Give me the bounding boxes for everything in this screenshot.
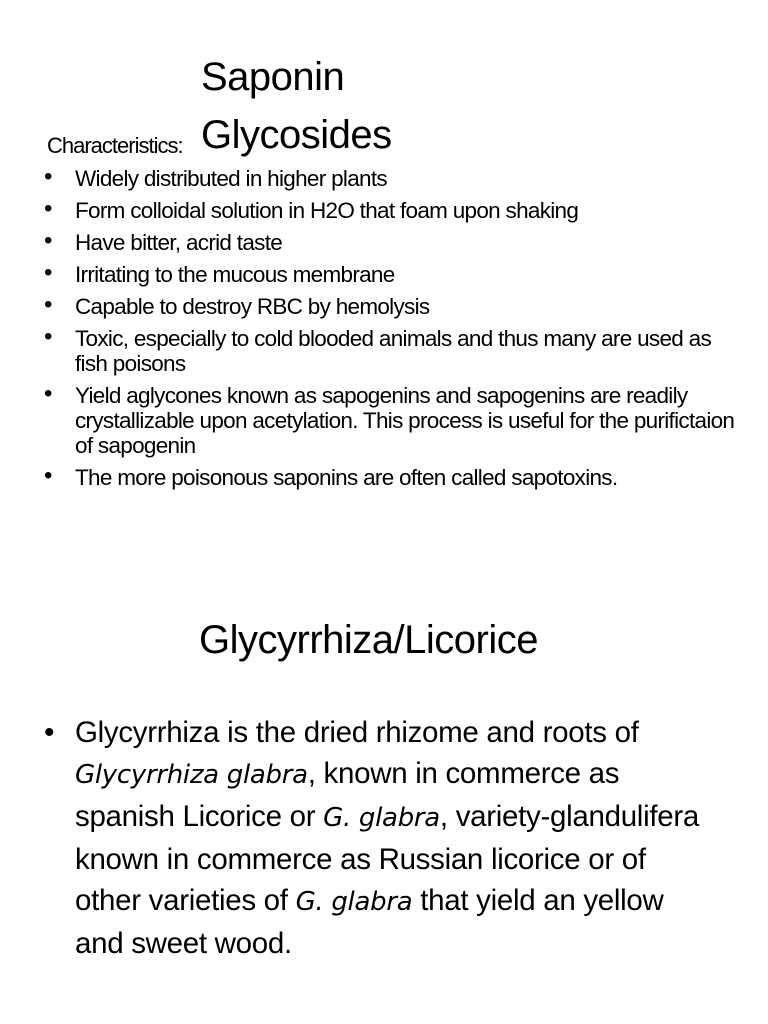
list-item: • Yield aglycones known as sapogenins and sapogenins are readily crystallizable upon acetylation. This process is useful for the purifictaion of sapogenin: [44, 383, 744, 458]
characteristics-list: [44, 166, 744, 497]
list-item: • Capable to destroy RBC by hemolysis: [44, 294, 744, 319]
characteristics-label: Characteristics:: [47, 133, 183, 158]
body-text: Glycyrrhiza is the dried rhizome and roots of: [75, 716, 639, 749]
list-item: • Irritating to the mucous membrane: [44, 262, 744, 287]
list-item: • Toxic, especially to cold blooded animals and thus many are used as fish poisons: [44, 326, 744, 376]
body-text: , known in commerce as spanish Licorice or: [75, 757, 620, 833]
species-name: Glycyrrhiza glabra: [75, 760, 308, 790]
list-item: • The more poisonous saponins are often called sapotoxins.: [44, 465, 744, 490]
body-text: , variety-glandulifera known in commerce as Russian licorice or of other varieties of: [75, 800, 699, 917]
list-item: [44, 712, 704, 964]
species-name: G. glabra: [323, 803, 440, 833]
list-item: • Widely distributed in higher plants: [44, 166, 744, 191]
slide-title: Glycyrrhiza/Licorice: [199, 618, 538, 662]
slide-title: Saponin Glycosides: [201, 55, 392, 157]
species-name: G. glabra: [295, 887, 413, 917]
list-item: • Form colloidal solution in H2O that foam upon shaking: [44, 198, 744, 223]
slide-glycyrrhiza-licorice: [0, 512, 768, 1024]
list-item: • Have bitter, acrid taste: [44, 230, 744, 255]
description-list: [44, 712, 704, 964]
body-text: that yield an yellow and sweet wood.: [75, 884, 664, 960]
